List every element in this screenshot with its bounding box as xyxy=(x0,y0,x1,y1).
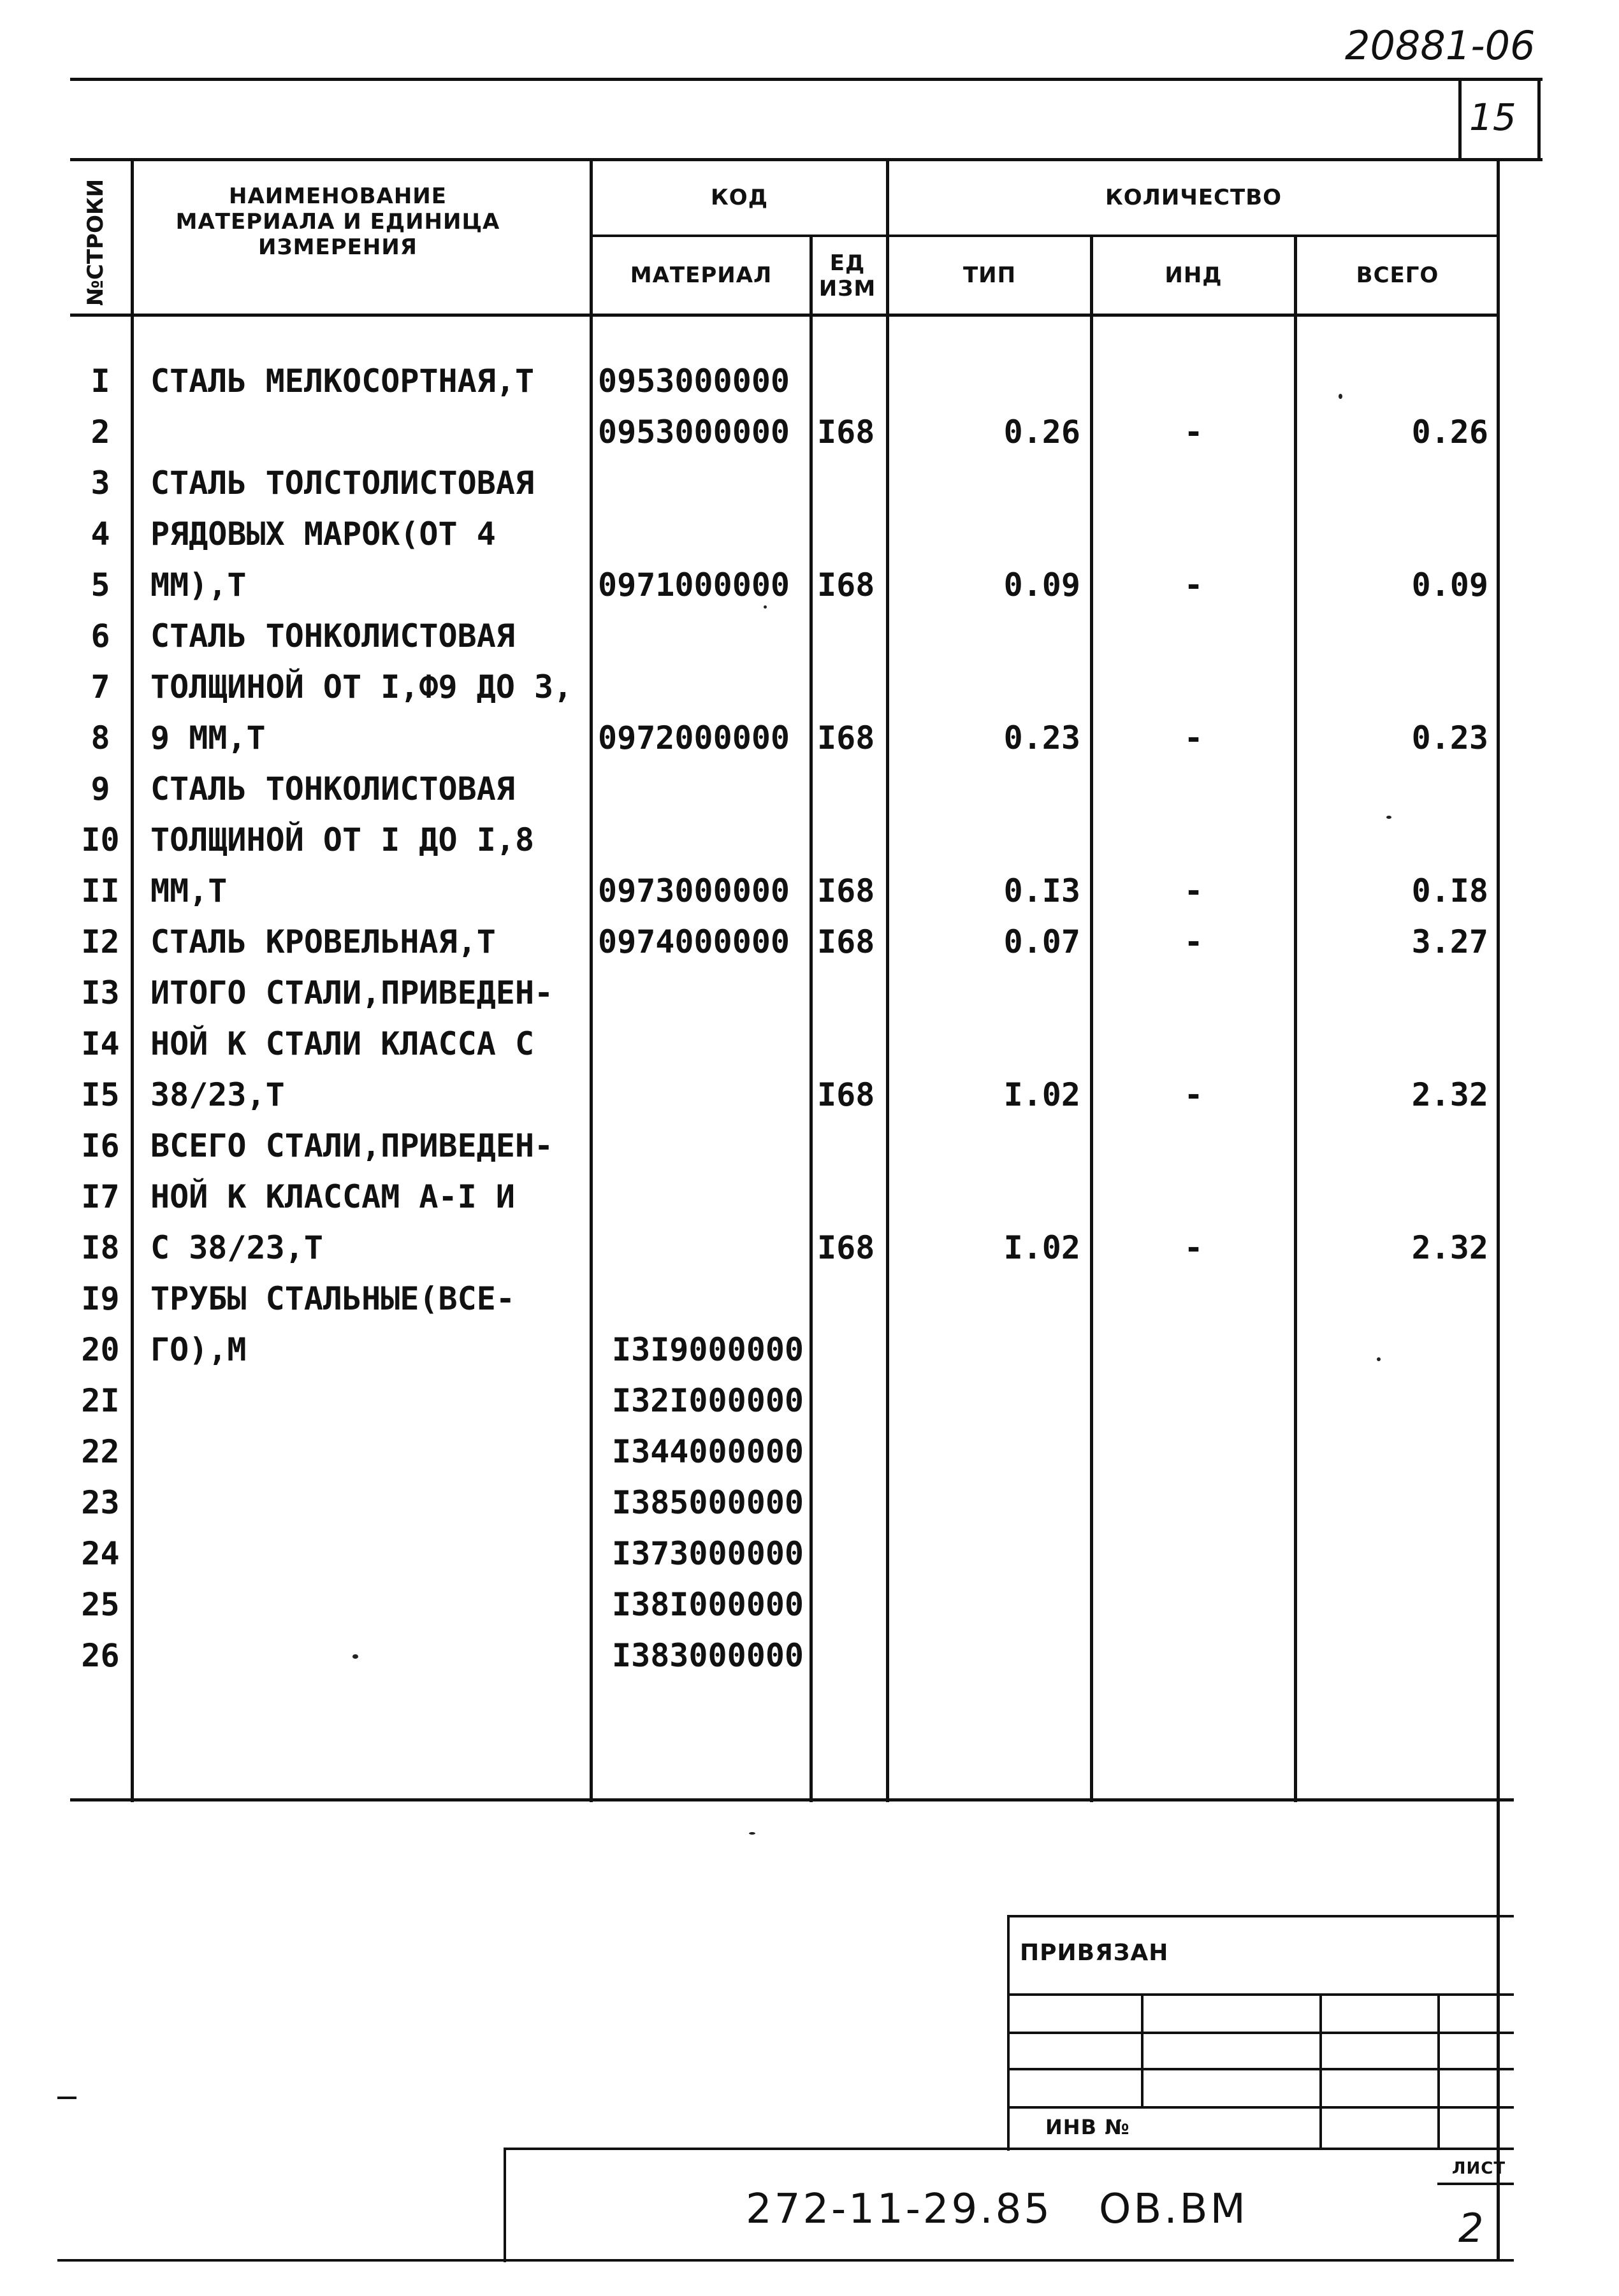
row-number: 4 xyxy=(91,516,110,552)
row-number: I9 xyxy=(81,1280,120,1317)
material-name: НОЙ К СТАЛИ КЛАССА С xyxy=(150,1025,535,1062)
unit-code xyxy=(817,1528,887,1579)
material-code: 0971000000 xyxy=(598,567,790,603)
row-number: I8 xyxy=(81,1229,120,1266)
sheet-label: ЛИСТ xyxy=(1451,2159,1506,2178)
material-name: СТАЛЬ ТОЛСТОЛИСТОВАЯ xyxy=(150,465,535,502)
material-code xyxy=(598,509,815,560)
material-code xyxy=(598,814,815,865)
unit-code xyxy=(817,1273,887,1324)
row-number: 26 xyxy=(81,1637,120,1674)
quantity-total xyxy=(1297,763,1488,814)
quantity-total xyxy=(1297,1273,1488,1324)
material-code: I32I000000 xyxy=(612,1382,804,1419)
material-code: I385000000 xyxy=(612,1484,804,1521)
quantity-ind xyxy=(1093,1324,1294,1375)
unit-code xyxy=(817,1630,887,1681)
quantity-ind: - xyxy=(1184,719,1203,756)
unit-code xyxy=(817,610,887,661)
quantity-ind xyxy=(1093,1528,1294,1579)
quantity-total xyxy=(1297,1528,1488,1579)
quantity-total xyxy=(1297,814,1488,865)
quantity-type xyxy=(889,1324,1080,1375)
quantity-type xyxy=(889,1579,1080,1630)
quantity-type: 0.23 xyxy=(1003,719,1080,756)
row-number: I2 xyxy=(81,923,120,960)
quantity-total: 0.I8 xyxy=(1411,872,1488,909)
row-number: 6 xyxy=(91,617,110,654)
quantity-total xyxy=(1297,1324,1488,1375)
material-name xyxy=(150,1426,597,1477)
quantity-ind xyxy=(1093,763,1294,814)
unit-code xyxy=(817,967,887,1018)
quantity-type: 0.I3 xyxy=(1003,872,1080,909)
unit-code xyxy=(817,1375,887,1426)
material-header: МАТЕРИАЛ xyxy=(630,263,773,288)
page-number: 15 xyxy=(1469,96,1516,139)
quantity-ind xyxy=(1093,1018,1294,1069)
quantity-ind xyxy=(1093,509,1294,560)
material-name xyxy=(150,407,597,458)
unit-header: ЕД ИЗМ xyxy=(818,250,876,301)
quantity-total: 0.23 xyxy=(1411,719,1488,756)
row-number: 9 xyxy=(91,770,110,807)
row-number: I4 xyxy=(81,1025,120,1062)
quantity-type xyxy=(889,661,1080,712)
material-name: СТАЛЬ ТОНКОЛИСТОВАЯ xyxy=(150,770,515,807)
quantity-total xyxy=(1297,1171,1488,1222)
unit-code xyxy=(817,1477,887,1528)
material-name: 38/23,Т xyxy=(150,1076,285,1113)
unit-code: I68 xyxy=(817,923,875,960)
quantity-type xyxy=(889,1171,1080,1222)
quantity-ind xyxy=(1093,1477,1294,1528)
quantity-total: 3.27 xyxy=(1411,923,1488,960)
row-number: 23 xyxy=(81,1484,120,1521)
material-name: ТРУБЫ СТАЛЬНЫЕ(ВСЕ- xyxy=(150,1280,515,1317)
material-name: СТАЛЬ ТОНКОЛИСТОВАЯ xyxy=(150,617,515,654)
unit-code: I68 xyxy=(817,719,875,756)
material-code xyxy=(598,1273,815,1324)
material-name: ММ),Т xyxy=(150,567,247,603)
unit-code xyxy=(817,1120,887,1171)
material-name: СТАЛЬ КРОВЕЛЬНАЯ,Т xyxy=(150,923,496,960)
quantity-total xyxy=(1297,610,1488,661)
quantity-type xyxy=(889,509,1080,560)
material-code xyxy=(598,1069,815,1120)
quantity-type xyxy=(889,763,1080,814)
quantity-ind xyxy=(1093,661,1294,712)
quantity-total xyxy=(1297,356,1488,407)
quantity-ind: - xyxy=(1184,1076,1203,1113)
quantity-type: I.02 xyxy=(1003,1076,1080,1113)
quantity-type xyxy=(889,1120,1080,1171)
unit-code xyxy=(817,458,887,509)
quantity-ind: - xyxy=(1184,567,1203,603)
row-number: I0 xyxy=(81,821,120,858)
unit-code: I68 xyxy=(817,1076,875,1113)
quantity-type xyxy=(889,1018,1080,1069)
quantity-type: I.02 xyxy=(1003,1229,1080,1266)
material-name: ИТОГО СТАЛИ,ПРИВЕДЕН- xyxy=(150,974,554,1011)
material-name: С 38/23,Т xyxy=(150,1229,323,1266)
quantity-type xyxy=(889,1273,1080,1324)
quantity-total xyxy=(1297,1579,1488,1630)
row-number: 20 xyxy=(81,1331,120,1368)
material-name: НОЙ К КЛАССАМ А-I И xyxy=(150,1178,515,1215)
quantity-ind xyxy=(1093,1630,1294,1681)
material-name: ТОЛЩИНОЙ ОТ I ДО I,8 xyxy=(150,821,535,858)
code-header: КОД xyxy=(711,185,768,210)
material-code xyxy=(598,1120,815,1171)
quantity-total xyxy=(1297,967,1488,1018)
row-number: 8 xyxy=(91,719,110,756)
quantity-type xyxy=(889,1375,1080,1426)
quantity-total: 0.09 xyxy=(1411,567,1488,603)
row-number: I5 xyxy=(81,1076,120,1113)
name-header: НАИМЕНОВАНИЕ МАТЕРИАЛА И ЕДИНИЦА ИЗМЕРЕНИЯ xyxy=(175,184,500,260)
unit-code: I68 xyxy=(817,414,875,451)
quantity-ind xyxy=(1093,967,1294,1018)
material-name: 9 ММ,Т xyxy=(150,719,266,756)
quantity-ind xyxy=(1093,1375,1294,1426)
quantity-type xyxy=(889,610,1080,661)
material-name xyxy=(150,1528,597,1579)
quantity-ind xyxy=(1093,1273,1294,1324)
quantity-ind: - xyxy=(1184,923,1203,960)
material-code xyxy=(598,661,815,712)
quantity-ind: - xyxy=(1184,1229,1203,1266)
quantity-total xyxy=(1297,1477,1488,1528)
row-number: 2I xyxy=(81,1382,120,1419)
unit-code: I68 xyxy=(817,567,875,603)
material-code: I373000000 xyxy=(612,1535,804,1572)
quantity-type xyxy=(889,1477,1080,1528)
material-code: I3I9000000 xyxy=(612,1331,804,1368)
quantity-type xyxy=(889,458,1080,509)
document-code: 272-11-29.85 ОВ.ВМ xyxy=(746,2186,1248,2233)
quantity-type xyxy=(889,814,1080,865)
quantity-ind xyxy=(1093,814,1294,865)
material-code: I38I000000 xyxy=(612,1586,804,1623)
material-code xyxy=(598,610,815,661)
material-code: 0953000000 xyxy=(598,414,790,451)
unit-code xyxy=(817,356,887,407)
quantity-ind xyxy=(1093,1426,1294,1477)
row-number: I xyxy=(91,363,110,400)
unit-code xyxy=(817,1579,887,1630)
quantity-ind xyxy=(1093,610,1294,661)
material-code xyxy=(598,967,815,1018)
quantity-type xyxy=(889,967,1080,1018)
quantity-ind xyxy=(1093,356,1294,407)
material-code: I344000000 xyxy=(612,1433,804,1470)
quantity-ind: - xyxy=(1184,414,1203,451)
quantity-total xyxy=(1297,1630,1488,1681)
material-code: 0972000000 xyxy=(598,719,790,756)
material-name: СТАЛЬ МЕЛКОСОРТНАЯ,Т xyxy=(150,363,535,400)
inventory-label: ИНВ № xyxy=(1045,2115,1130,2139)
quantity-ind xyxy=(1093,1579,1294,1630)
material-code xyxy=(598,1222,815,1273)
row-number: I6 xyxy=(81,1127,120,1164)
material-name xyxy=(150,1375,597,1426)
quantity-type xyxy=(889,1426,1080,1477)
quantity-total xyxy=(1297,1426,1488,1477)
unit-code xyxy=(817,1324,887,1375)
material-name: ТОЛЩИНОЙ ОТ I,Ф9 ДО 3, xyxy=(150,668,573,705)
row-number: 25 xyxy=(81,1586,120,1623)
unit-code xyxy=(817,509,887,560)
sheet-number: 2 xyxy=(1458,2205,1484,2251)
quantity-total xyxy=(1297,661,1488,712)
material-name: ВСЕГО СТАЛИ,ПРИВЕДЕН- xyxy=(150,1127,554,1164)
quantity-total xyxy=(1297,1018,1488,1069)
quantity-type xyxy=(889,1528,1080,1579)
quantity-ind xyxy=(1093,458,1294,509)
unit-code xyxy=(817,763,887,814)
attached-label: ПРИВЯЗАН xyxy=(1020,1940,1169,1966)
material-code: 0953000000 xyxy=(598,363,790,400)
quantity-total xyxy=(1297,458,1488,509)
quantity-total: 2.32 xyxy=(1411,1076,1488,1113)
row-number: I7 xyxy=(81,1178,120,1215)
material-code xyxy=(598,1171,815,1222)
row-number-header: №СТРОКИ xyxy=(83,178,108,306)
row-number: 22 xyxy=(81,1433,120,1470)
quantity-type xyxy=(889,1630,1080,1681)
unit-code xyxy=(817,1426,887,1477)
quantity-ind xyxy=(1093,1171,1294,1222)
unit-code xyxy=(817,661,887,712)
material-name xyxy=(150,1579,597,1630)
material-name: ГО),М xyxy=(150,1331,247,1368)
document-number: 20881-06 xyxy=(1345,22,1536,69)
total-header: ВСЕГО xyxy=(1356,263,1439,288)
unit-code: I68 xyxy=(817,1229,875,1266)
row-number: 24 xyxy=(81,1535,120,1572)
material-name xyxy=(150,1477,597,1528)
row-number: II xyxy=(81,872,120,909)
quantity-total xyxy=(1297,509,1488,560)
material-code xyxy=(598,458,815,509)
row-number: I3 xyxy=(81,974,120,1011)
quantity-type xyxy=(889,356,1080,407)
quantity-header: КОЛИЧЕСТВО xyxy=(1105,185,1282,210)
material-name xyxy=(150,1630,597,1681)
quantity-type: 0.09 xyxy=(1003,567,1080,603)
material-code xyxy=(598,1018,815,1069)
material-code xyxy=(598,763,815,814)
quantity-total: 0.26 xyxy=(1411,414,1488,451)
type-header: ТИП xyxy=(962,263,1017,288)
material-code: 0973000000 xyxy=(598,872,790,909)
unit-code: I68 xyxy=(817,872,875,909)
row-number: 7 xyxy=(91,668,110,705)
quantity-ind xyxy=(1093,1120,1294,1171)
quantity-total: 2.32 xyxy=(1411,1229,1488,1266)
material-code: I383000000 xyxy=(612,1637,804,1674)
material-code: 0974000000 xyxy=(598,923,790,960)
unit-code xyxy=(817,1018,887,1069)
quantity-total xyxy=(1297,1375,1488,1426)
material-name: РЯДОВЫХ МАРОК(ОТ 4 xyxy=(150,516,496,552)
quantity-total xyxy=(1297,1120,1488,1171)
unit-code xyxy=(817,1171,887,1222)
quantity-ind: - xyxy=(1184,872,1203,909)
material-name: ММ,Т xyxy=(150,872,228,909)
row-number: 5 xyxy=(91,567,110,603)
unit-code xyxy=(817,814,887,865)
quantity-type: 0.07 xyxy=(1003,923,1080,960)
ind-header: ИНД xyxy=(1165,263,1223,288)
quantity-type: 0.26 xyxy=(1003,414,1080,451)
row-number: 2 xyxy=(91,414,110,451)
row-number: 3 xyxy=(91,465,110,502)
